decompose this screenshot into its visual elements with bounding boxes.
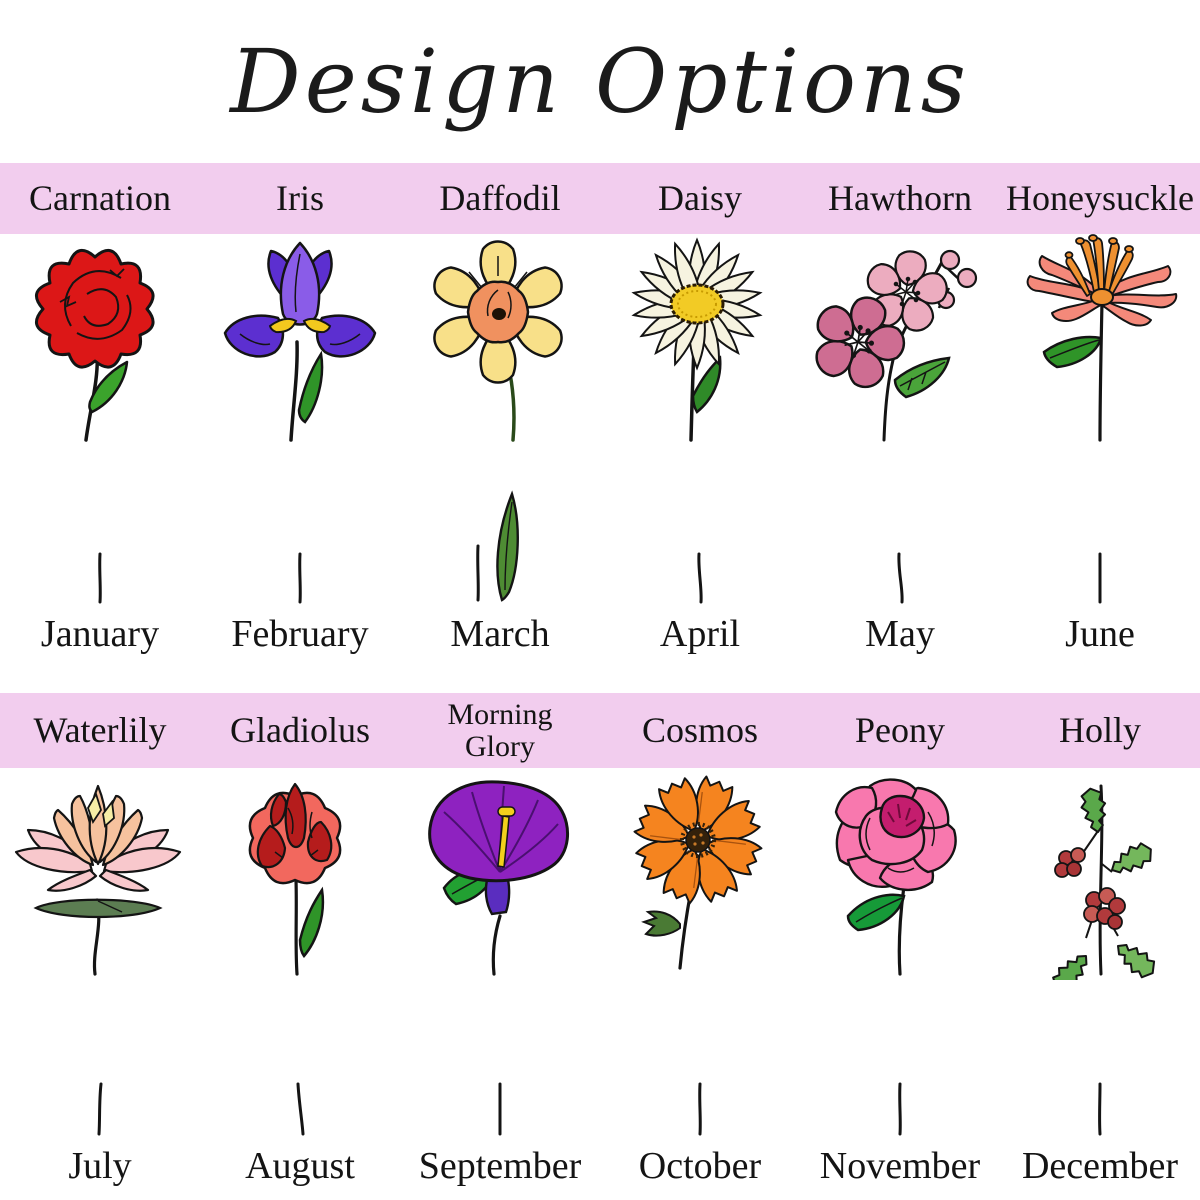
flower-name-label: Daffodil <box>439 177 561 218</box>
month-label: April <box>659 613 741 655</box>
stem-cell <box>400 488 600 606</box>
stem-icon <box>87 550 113 606</box>
flower-illustrations-row-2 <box>0 768 1200 980</box>
month-label: February <box>231 613 369 655</box>
stem-cell <box>600 550 800 606</box>
gladiolus-cell <box>200 768 400 980</box>
honeysuckle-cell <box>1000 234 1200 446</box>
stem-cell <box>200 550 400 606</box>
stem-cell <box>600 1080 800 1138</box>
stem-cell <box>0 1080 200 1138</box>
stem-cell <box>400 1080 600 1138</box>
daisy-cell <box>600 234 800 446</box>
flower-name-label: Carnation <box>29 177 171 218</box>
stem-cell <box>1000 550 1200 606</box>
stem-icon <box>1087 1080 1113 1138</box>
flower-name-label: Peony <box>855 709 945 750</box>
stem-icon <box>287 550 313 606</box>
flower-name-cell <box>400 699 600 762</box>
stem-icon <box>487 1080 513 1138</box>
morning-glory-icon <box>400 768 600 980</box>
flower-name-label: Iris <box>276 177 324 218</box>
flower-name-label: Morning Glory <box>447 698 553 763</box>
honeysuckle-icon <box>1000 234 1200 446</box>
page-title: Design Options <box>230 30 970 133</box>
month-label: September <box>418 1145 582 1187</box>
morning-glory-cell <box>400 768 600 980</box>
peony-cell <box>800 768 1000 980</box>
cosmos-cell <box>600 768 800 980</box>
stem-icon <box>287 1080 313 1138</box>
carnation-icon <box>0 234 200 446</box>
stem-icon <box>1087 550 1113 606</box>
flower-name-cell <box>1000 709 1200 750</box>
flower-name-label: Waterlily <box>33 709 167 750</box>
daffodil-icon <box>400 234 600 446</box>
flower-name-label: Holly <box>1058 709 1141 750</box>
stem-cell <box>800 550 1000 606</box>
flower-name-cell <box>200 709 400 750</box>
flower-names-band-1 <box>0 163 1200 234</box>
month-label: July <box>68 1145 132 1187</box>
months-row-1 <box>0 606 1200 664</box>
flower-name-cell <box>0 709 200 750</box>
stem-icon <box>687 550 713 606</box>
flower-names-band-2 <box>0 693 1200 768</box>
daffodil-cell <box>400 234 600 446</box>
peony-icon <box>800 768 1000 980</box>
stem-row-1 <box>0 446 1200 606</box>
month-label: June <box>1065 613 1135 655</box>
stem-row-2 <box>0 980 1200 1138</box>
gladiolus-icon <box>200 768 400 980</box>
month-label: October <box>638 1145 762 1187</box>
carnation-cell <box>0 234 200 446</box>
flower-name-label: Cosmos <box>641 709 759 750</box>
flower-name-label: Honeysuckle <box>1006 177 1194 218</box>
month-label: January <box>40 613 160 655</box>
flower-name-cell <box>400 177 600 218</box>
month-label: March <box>450 613 550 655</box>
flower-name-cell <box>200 177 400 218</box>
holly-icon <box>1000 768 1200 980</box>
month-label: November <box>819 1145 981 1187</box>
flower-name-cell <box>800 177 1000 218</box>
iris-icon <box>200 234 400 446</box>
holly-cell <box>1000 768 1200 980</box>
flower-name-label: Daisy <box>658 177 742 218</box>
stem-icon <box>87 1080 113 1138</box>
flower-name-cell <box>600 709 800 750</box>
stem-icon <box>887 550 913 606</box>
stem-cell <box>0 550 200 606</box>
stem-icon <box>687 1080 713 1138</box>
hawthorn-cell <box>800 234 1000 446</box>
cosmos-icon <box>600 768 800 980</box>
stem-cell <box>1000 1080 1200 1138</box>
stem-icon <box>887 1080 913 1138</box>
iris-cell <box>200 234 400 446</box>
daffodil-leaf-icon <box>468 488 532 606</box>
stem-cell <box>200 1080 400 1138</box>
flower-name-label: Hawthorn <box>828 177 972 218</box>
flower-illustrations-row-1 <box>0 234 1200 446</box>
daisy-icon <box>600 234 800 446</box>
flower-name-cell <box>600 177 800 218</box>
flower-name-cell <box>800 709 1000 750</box>
months-row-2 <box>0 1138 1200 1194</box>
month-label: May <box>865 613 935 655</box>
stem-cell <box>800 1080 1000 1138</box>
waterlily-cell <box>0 768 200 980</box>
flower-name-label: Gladiolus <box>230 709 370 750</box>
title-area <box>0 0 1200 163</box>
month-label: August <box>245 1145 355 1187</box>
month-label: December <box>1021 1145 1179 1187</box>
waterlily-icon <box>0 768 200 980</box>
flower-name-cell <box>1000 177 1200 218</box>
hawthorn-icon <box>800 234 1000 446</box>
flower-name-cell <box>0 177 200 218</box>
